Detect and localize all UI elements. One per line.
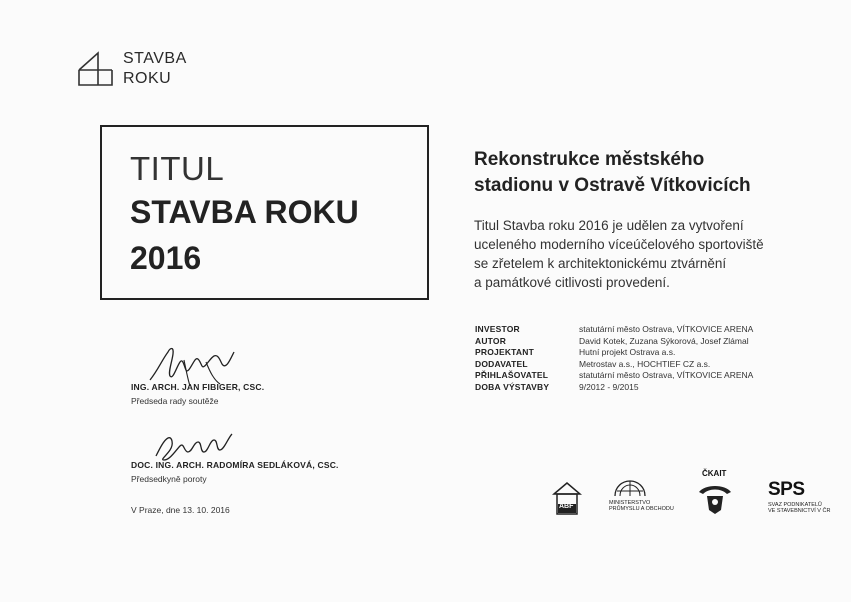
ministry-logo-icon [613, 479, 647, 497]
detail-label: PROJEKTANT [475, 347, 534, 358]
signatory-2-name: DOC. ING. ARCH. RADOMÍRA SEDLÁKOVÁ, CSC. [131, 460, 339, 470]
detail-value: David Kotek, Zuzana Sýkorová, Josef Zlámal [579, 335, 749, 346]
stavba-roku-logo-icon [76, 50, 116, 88]
signatory-2-role: Předsedkyně poroty [131, 474, 207, 484]
detail-row [475, 359, 753, 371]
logo-text [123, 49, 187, 89]
detail-value: Metrostav a.s., HOCHTIEF CZ a.s. [579, 358, 711, 369]
place-and-date: V Praze, dne 13. 10. 2016 [131, 505, 230, 515]
ministry-logo-text: MINISTERSTVO PRŮMYSLU A OBCHODU [609, 500, 674, 512]
detail-label: AUTOR [475, 335, 507, 346]
sps-subtitle: SVAZ PODNIKATELŮ VE STAVEBNICTVÍ V ČR [768, 502, 831, 514]
detail-value: statutární město Ostrava, VÍTKOVICE ARENA [579, 324, 754, 334]
detail-row [475, 324, 753, 336]
detail-row [475, 382, 753, 394]
abf-logo-text: ABF [559, 503, 574, 510]
detail-row [475, 347, 753, 359]
detail-label: DOBA VÝSTAVBY [475, 381, 550, 392]
logo-line-1: STAVBA [123, 50, 187, 67]
detail-value: statutární město Ostrava, VÍTKOVICE ARENA [579, 370, 754, 381]
detail-row [475, 336, 753, 348]
abf-logo-icon [552, 480, 582, 516]
logo-line-2: ROKU [123, 70, 172, 87]
detail-row [475, 370, 753, 382]
award-year: 2016 [130, 240, 202, 276]
ckait-logo-icon [697, 480, 733, 516]
title-label: TITUL [130, 150, 225, 187]
project-title: Rekonstrukce městského stadionu v Ostravě Vítkovicích [474, 149, 751, 196]
signatory-1-name: ING. ARCH. JAN FIBIGER, CSC. [131, 382, 265, 392]
project-details [475, 324, 753, 394]
sps-logo-text: SPS [768, 479, 805, 500]
detail-label: PŘIHLAŠOVATEL [475, 370, 549, 381]
project-description: Titul Stavba roku 2016 je udělen za vytvoření uceleného moderního víceúčelového sportoviště se zřetelem k architektonickému ztvárnění a památkové citlivosti provedení. [474, 218, 764, 290]
detail-value: Hutní projekt Ostrava a.s. [579, 347, 676, 358]
detail-label: DODAVATEL [475, 358, 528, 369]
detail-label: INVESTOR [475, 324, 520, 334]
signatory-1-role: Předseda rady soutěže [131, 396, 219, 406]
detail-value: 9/2012 - 9/2015 [579, 381, 639, 392]
ckait-logo-text: ČKAIT [702, 469, 727, 478]
award-name: STAVBA ROKU [130, 194, 359, 230]
